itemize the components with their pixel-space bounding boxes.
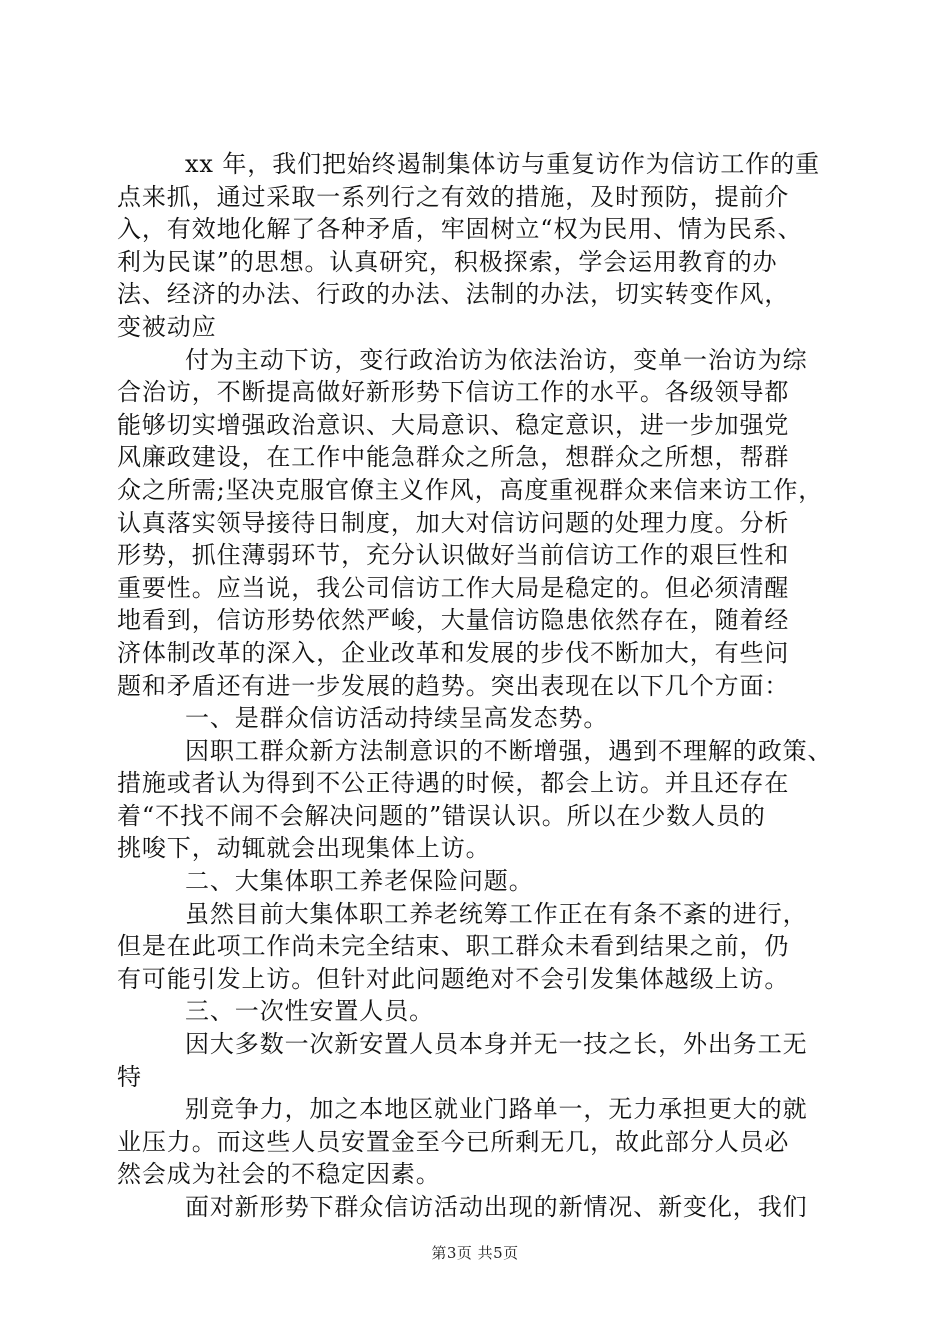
text-line: 面对新形势下群众信访活动出现的新情况、新变化，我们 bbox=[185, 1193, 808, 1221]
text-line: 点来抓，通过采取一系列行之有效的措施，及时预防，提前介 bbox=[117, 182, 790, 211]
document-body bbox=[117, 148, 843, 1224]
section-heading: 三、一次性安置人员。 bbox=[185, 997, 434, 1026]
text-line: 别竞争力，加之本地区就业门路单一，无力承担更大的就 bbox=[185, 1095, 808, 1124]
text-line: 法、经济的办法、行政的办法、法制的办法，切实转变作风， bbox=[117, 280, 790, 309]
text-line: 利为民谋”的思想。认真研究，积极探索，学会运用教育的办 bbox=[117, 247, 778, 276]
text-line: 变被动应 bbox=[117, 312, 217, 341]
text-line: 形势，抓住薄弱环节，充分认识做好当前信访工作的艰巨性和 bbox=[117, 541, 790, 570]
text-line: 风廉政建设，在工作中能急群众之所急，想群众之所想，帮群 bbox=[117, 443, 790, 472]
text-line: 然会成为社会的不稳定因素。 bbox=[117, 1160, 441, 1189]
text-line: 众之所需;坚决克服官僚主义作风，高度重视群众来信来访工作， bbox=[117, 475, 824, 504]
text-line: xx 年，我们把始终遏制集体访与重复访作为信访工作的重 bbox=[185, 150, 820, 178]
section-heading: 二、大集体职工养老保险问题。 bbox=[185, 867, 534, 896]
section-heading: 一、是群众信访活动持续呈高发态势。 bbox=[185, 704, 609, 733]
text-line: 付为主动下访，变行政治访为依法治访，变单一治访为综 bbox=[185, 345, 808, 374]
text-line: 但是在此项工作尚未完全结束、职工群众未看到结果之前，仍 bbox=[117, 932, 790, 961]
text-line: 措施或者认为得到不公正待遇的时候，都会上访。并且还存在 bbox=[117, 769, 790, 798]
text-line: 地看到，信访形势依然严峻，大量信访隐患依然存在，随着经 bbox=[117, 606, 790, 635]
text-line: 虽然目前大集体职工养老统筹工作正在有条不紊的进行， bbox=[185, 899, 808, 928]
text-line: 特 bbox=[117, 1062, 142, 1091]
text-line: 重要性。应当说，我公司信访工作大局是稳定的。但必须清醒 bbox=[117, 573, 790, 602]
text-line: 题和矛盾还有进一步发展的趋势。突出表现在以下几个方面： bbox=[117, 671, 790, 700]
text-line: 有可能引发上访。但针对此问题绝对不会引发集体越级上访。 bbox=[117, 964, 790, 993]
text-line: 能够切实增强政治意识、大局意识、稳定意识，进一步加强党 bbox=[117, 410, 790, 439]
text-line: 挑唆下，动辄就会出现集体上访。 bbox=[117, 834, 491, 863]
text-line: 济体制改革的深入，企业改革和发展的步伐不断加大，有些问 bbox=[117, 638, 790, 667]
text-line: 入，有效地化解了各种矛盾，牢固树立“权为民用、情为民系、 bbox=[117, 215, 803, 244]
text-line: 因大多数一次新安置人员本身并无一技之长，外出务工无 bbox=[185, 1030, 808, 1059]
text-line: 业压力。而这些人员安置金至今已所剩无几，故此部分人员必 bbox=[117, 1127, 790, 1156]
text-line: 着“不找不闹不会解决问题的”错误认识。所以在少数人员的 bbox=[117, 801, 766, 830]
text-line: 因职工群众新方法制意识的不断增强，遇到不理解的政策、 bbox=[185, 736, 833, 765]
text-line: 合治访，不断提高做好新形势下信访工作的水平。各级领导都 bbox=[117, 378, 790, 407]
text-line: 认真落实领导接待日制度，加大对信访问题的处理力度。分析 bbox=[117, 508, 790, 537]
page-number-footer: 第3页 共5页 bbox=[431, 1244, 519, 1262]
